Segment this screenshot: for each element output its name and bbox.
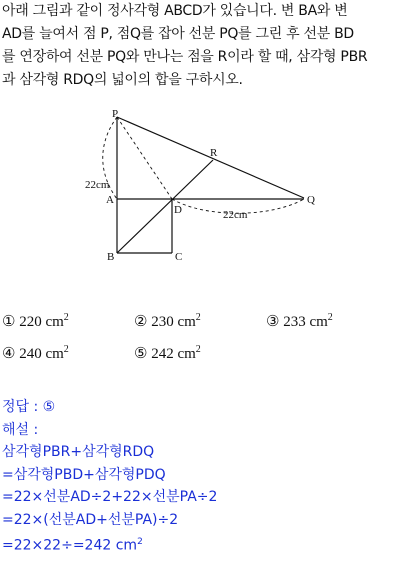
choice-4-exponent: 2 — [63, 344, 69, 355]
label-q: Q — [307, 194, 315, 206]
choice-4[interactable] — [2, 344, 69, 363]
choice-1-exponent: 2 — [63, 312, 69, 323]
length-dq: 22cm — [223, 209, 248, 221]
choice-3-value: 233 cm — [283, 314, 328, 330]
label-d: D — [174, 204, 182, 216]
problem-line-3: 를 연장하여 선분 PQ와 만나는 점을 R이라 할 때, 삼각형 PBR — [2, 49, 368, 65]
problem-line-2: AD를 늘여서 점 P, 점Q를 잡아 선분 PQ를 그린 후 선분 BD — [2, 26, 354, 42]
choice-2[interactable] — [134, 312, 201, 331]
label-r: R — [210, 147, 218, 159]
solution — [2, 396, 398, 557]
choice-2-mark: ② — [134, 314, 148, 330]
choice-4-mark: ④ — [2, 346, 16, 362]
label-p: P — [112, 108, 119, 120]
explanation-line-5-exponent: 2 — [137, 537, 143, 547]
label-a: A — [106, 194, 114, 206]
choice-3-mark: ③ — [266, 314, 280, 330]
explanation-line-2: =삼각형PBD+삼각형PDQ — [2, 466, 166, 483]
problem-text — [2, 0, 398, 92]
choice-4-value: 240 cm — [19, 346, 64, 362]
segment-br — [117, 160, 213, 253]
answer-line — [2, 396, 398, 419]
explanation-line-5 — [2, 531, 398, 557]
explanation-line-5-text: =22×22÷=242 cm — [2, 537, 138, 554]
choice-3-exponent: 2 — [327, 312, 333, 323]
choice-1-mark: ① — [2, 314, 16, 330]
geometry-figure — [80, 108, 320, 268]
choice-1-value: 220 cm — [19, 314, 64, 330]
label-b: B — [107, 251, 115, 263]
choice-2-value: 230 cm — [151, 314, 196, 330]
choice-5-exponent: 2 — [195, 344, 201, 355]
length-pa: 22cm — [85, 179, 110, 191]
choice-5-value: 242 cm — [151, 346, 196, 362]
choice-5-mark: ⑤ — [134, 346, 148, 362]
explanation-line-4: =22×(선분AD+선분PA)÷2 — [2, 511, 179, 528]
choice-1[interactable] — [2, 312, 69, 331]
answer-value: ⑤ — [42, 399, 56, 415]
label-c: C — [175, 251, 183, 263]
explanation-line-1: 삼각형PBR+삼각형RDQ — [2, 444, 155, 460]
problem-line-1: 아래 그림과 같이 정사각형 ABCD가 있습니다. 변 BA와 변 — [2, 3, 348, 19]
answer-label: 정답 : — [2, 399, 43, 415]
choice-5[interactable] — [134, 344, 201, 363]
explanation-label: 해설 : — [2, 421, 39, 438]
choice-2-exponent: 2 — [195, 312, 201, 323]
problem-line-4: 과 삼각형 RDQ의 넓이의 합을 구하시오. — [2, 72, 243, 88]
explanation-line-3: =22×선분AD÷2+22×선분PA÷2 — [2, 489, 218, 505]
choice-3[interactable] — [266, 312, 333, 331]
